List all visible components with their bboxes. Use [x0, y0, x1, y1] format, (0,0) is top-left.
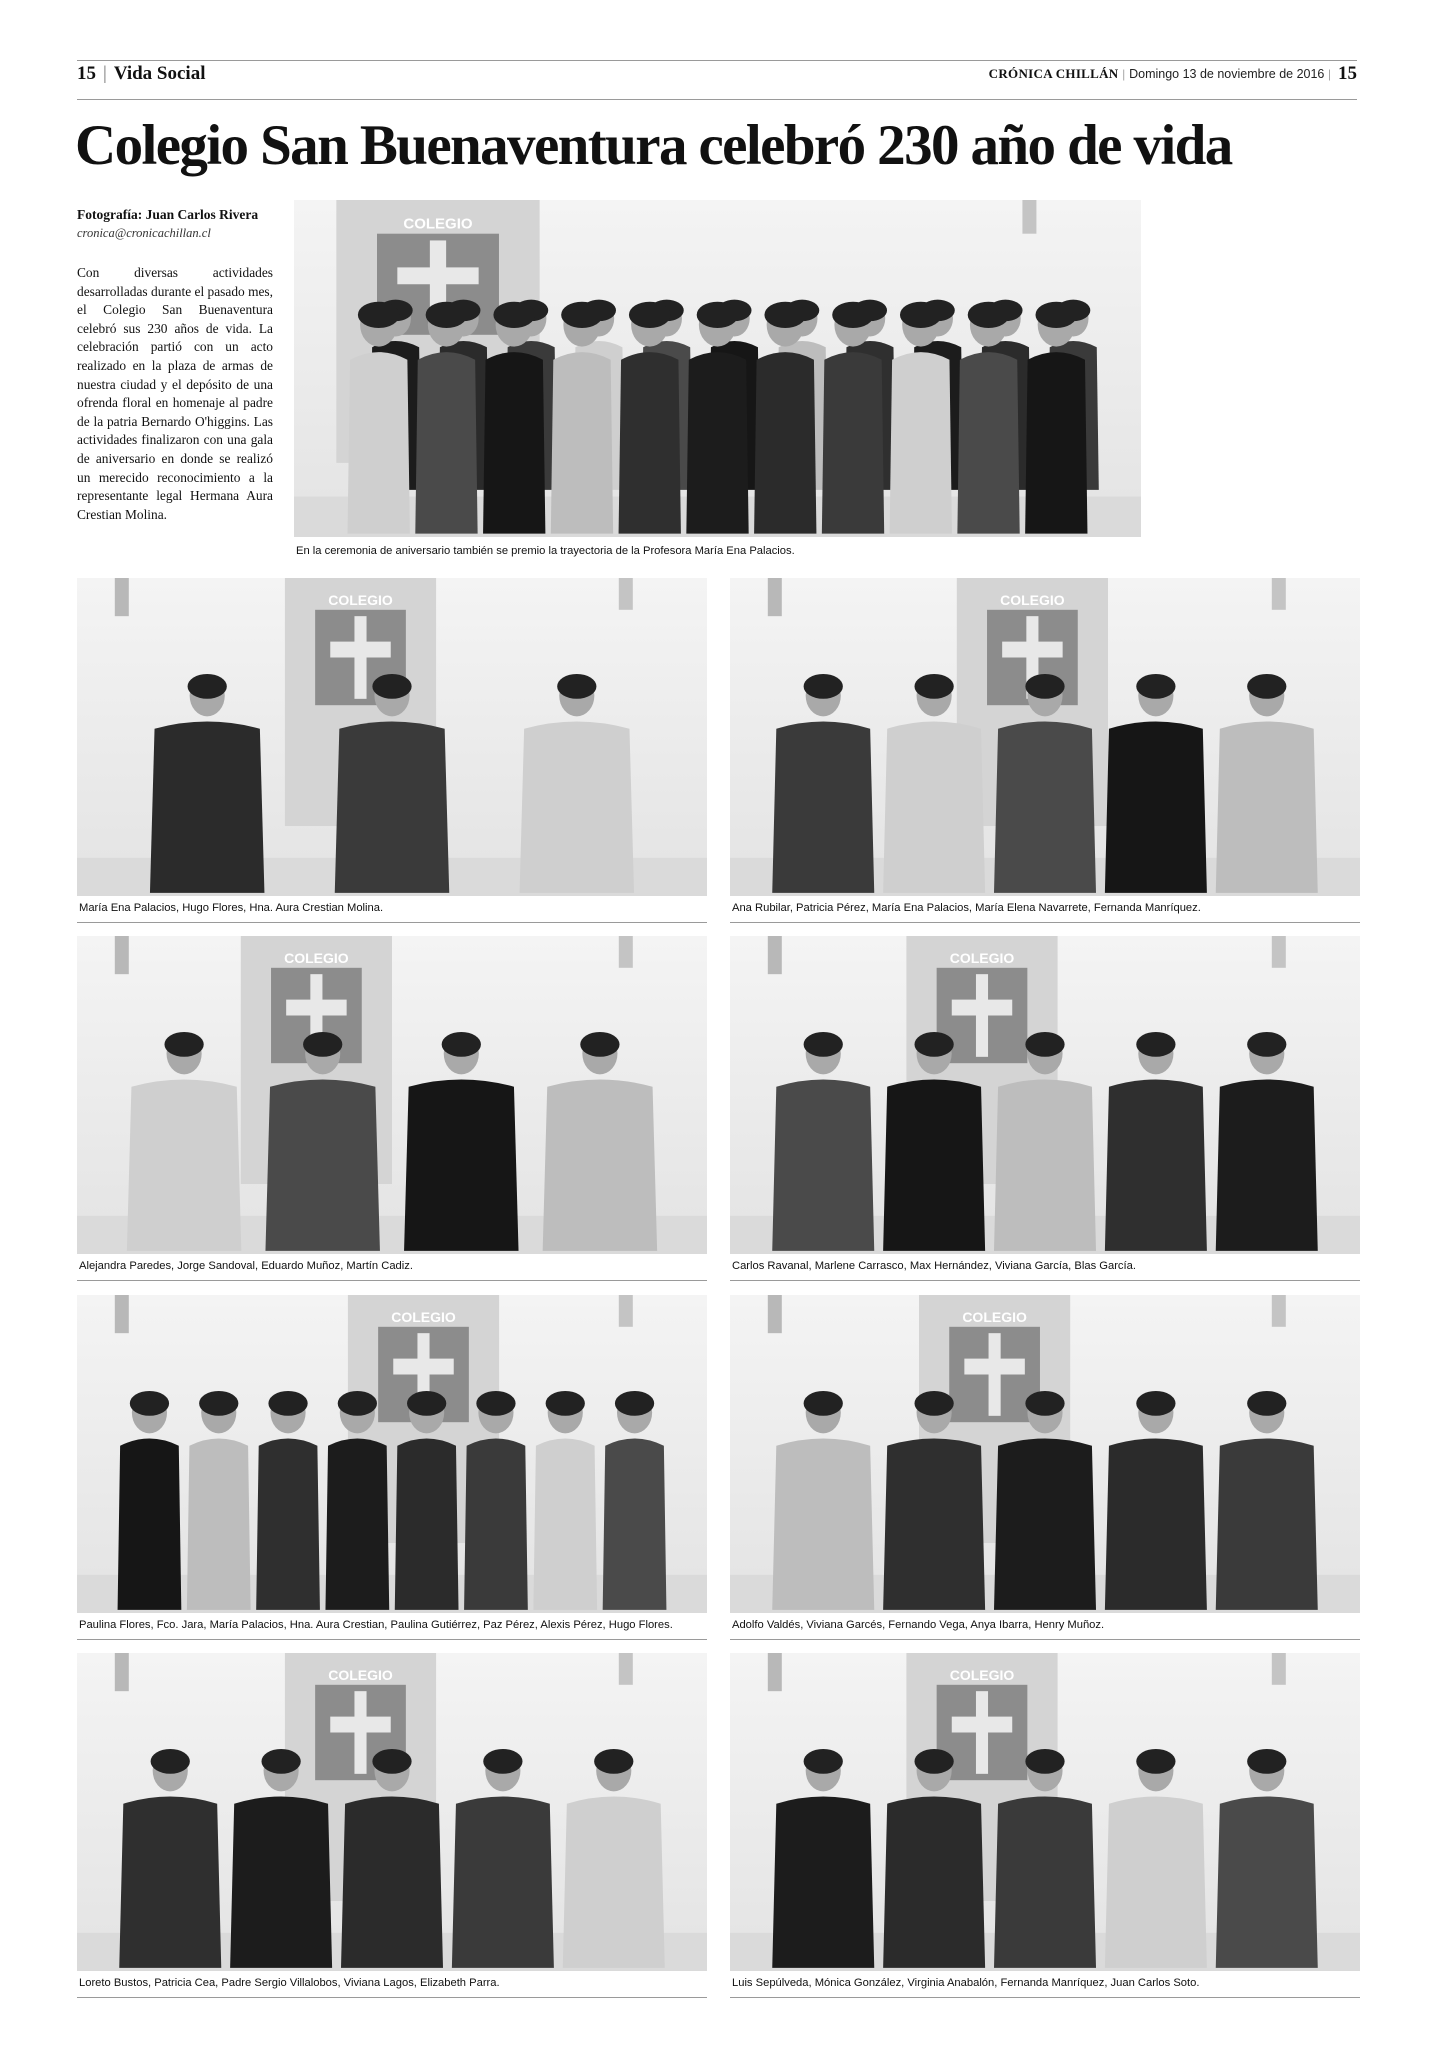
group-photo	[730, 1295, 1360, 1613]
photo-caption: En la ceremonia de aniversario también se premio la trayectoria de la Profesora María Ena Palacios.	[296, 545, 795, 557]
publication-name: CRÓNICA CHILLÁN	[988, 66, 1119, 81]
page-number-left: 15	[77, 63, 96, 84]
photo-caption: María Ena Palacios, Hugo Flores, Hna. Aura Crestian Molina.	[79, 902, 384, 914]
photo-scene	[730, 1653, 1360, 1971]
photo-scene	[730, 936, 1360, 1254]
header-bottom-rule	[77, 99, 1357, 100]
article-body: Con diversas actividades desarrolladas durante el pasado mes, el Colegio San Buenaventura celebró sus 230 años de vida. La celebración partió con un acto realizado en la plaza de armas de nuestra ciudad y el depósito de una ofrenda floral en homenaje al padre de la patria Bernardo O'higgins. Las actividades finalizaron con una gala de aniversario en donde se realizó un merecido reconocimiento a la representante legal Hermana Aura Crestian Molina.	[77, 265, 273, 522]
photo-scene	[730, 1295, 1360, 1613]
banner-title: COLEGIO	[284, 950, 349, 967]
banner-title: COLEGIO	[403, 215, 473, 233]
caption-rule	[77, 922, 707, 923]
caption-rule	[730, 1997, 1360, 1998]
photo-scene	[77, 1653, 707, 1971]
photo-caption: Adolfo Valdés, Viviana Garcés, Fernando Vega, Anya Ibarra, Henry Muñoz.	[732, 1619, 1105, 1631]
caption-rule	[730, 1639, 1360, 1640]
group-photo	[77, 578, 707, 896]
issue-date: Domingo 13 de noviembre de 2016	[1129, 67, 1325, 81]
caption-rule	[730, 1280, 1360, 1281]
photo-caption: Alejandra Paredes, Jorge Sandoval, Eduardo Muñoz, Martín Cadiz.	[79, 1260, 413, 1272]
banner-title: COLEGIO	[328, 592, 393, 609]
header-divider: |	[1328, 66, 1331, 81]
group-photo	[77, 936, 707, 1254]
contact-email: cronica@cronicachillan.cl	[77, 226, 211, 240]
caption-rule	[77, 1997, 707, 1998]
section-title: Vida Social	[113, 63, 206, 84]
photo-caption: Carlos Ravanal, Marlene Carrasco, Max Hernández, Viviana García, Blas García.	[732, 1260, 1136, 1272]
banner-title: COLEGIO	[949, 950, 1015, 967]
group-photo	[730, 1653, 1360, 1971]
group-photo	[77, 1295, 707, 1613]
banner-title: COLEGIO	[328, 1667, 393, 1684]
page-header-right	[989, 61, 1357, 87]
caption-rule	[77, 1639, 707, 1640]
photo-scene	[77, 936, 707, 1254]
banner-title: COLEGIO	[949, 1667, 1015, 1684]
photo-scene	[77, 578, 707, 896]
header-divider: |	[1122, 66, 1126, 81]
photo-scene	[294, 200, 1141, 537]
photo-caption: Loreto Bustos, Patricia Cea, Padre Sergio Villalobos, Viviana Lagos, Elizabeth Parra.	[79, 1977, 500, 1989]
banner-title: COLEGIO	[1000, 592, 1065, 609]
page-header-left	[77, 61, 205, 87]
photo-caption: Luis Sepúlveda, Mónica González, Virginia Anabalón, Fernanda Manríquez, Juan Carlos Soto.	[732, 1977, 1200, 1989]
photo-caption: Paulina Flores, Fco. Jara, María Palacios, Hna. Aura Crestian, Paulina Gutiérrez, Paz Pérez, Alexis Pérez, Hugo Flores.	[79, 1619, 673, 1631]
banner-title: COLEGIO	[391, 1309, 456, 1326]
photo-scene	[77, 1295, 707, 1613]
group-photo	[77, 1653, 707, 1971]
group-photo	[730, 936, 1360, 1254]
photo-credit: Fotografía: Juan Carlos Rivera	[77, 207, 259, 222]
banner-title: COLEGIO	[962, 1309, 1027, 1326]
caption-rule	[730, 922, 1360, 923]
photo-caption: Ana Rubilar, Patricia Pérez, María Ena Palacios, María Elena Navarrete, Fernanda Manríquez.	[732, 902, 1201, 914]
header-divider: |	[103, 63, 107, 84]
photo-scene	[730, 578, 1360, 896]
group-photo	[294, 200, 1141, 537]
article-headline: Colegio San Buenaventura celebró 230 año de vida	[75, 114, 1232, 177]
page-number-right: 15	[1338, 63, 1357, 84]
group-photo	[730, 578, 1360, 896]
caption-rule	[77, 1280, 707, 1281]
